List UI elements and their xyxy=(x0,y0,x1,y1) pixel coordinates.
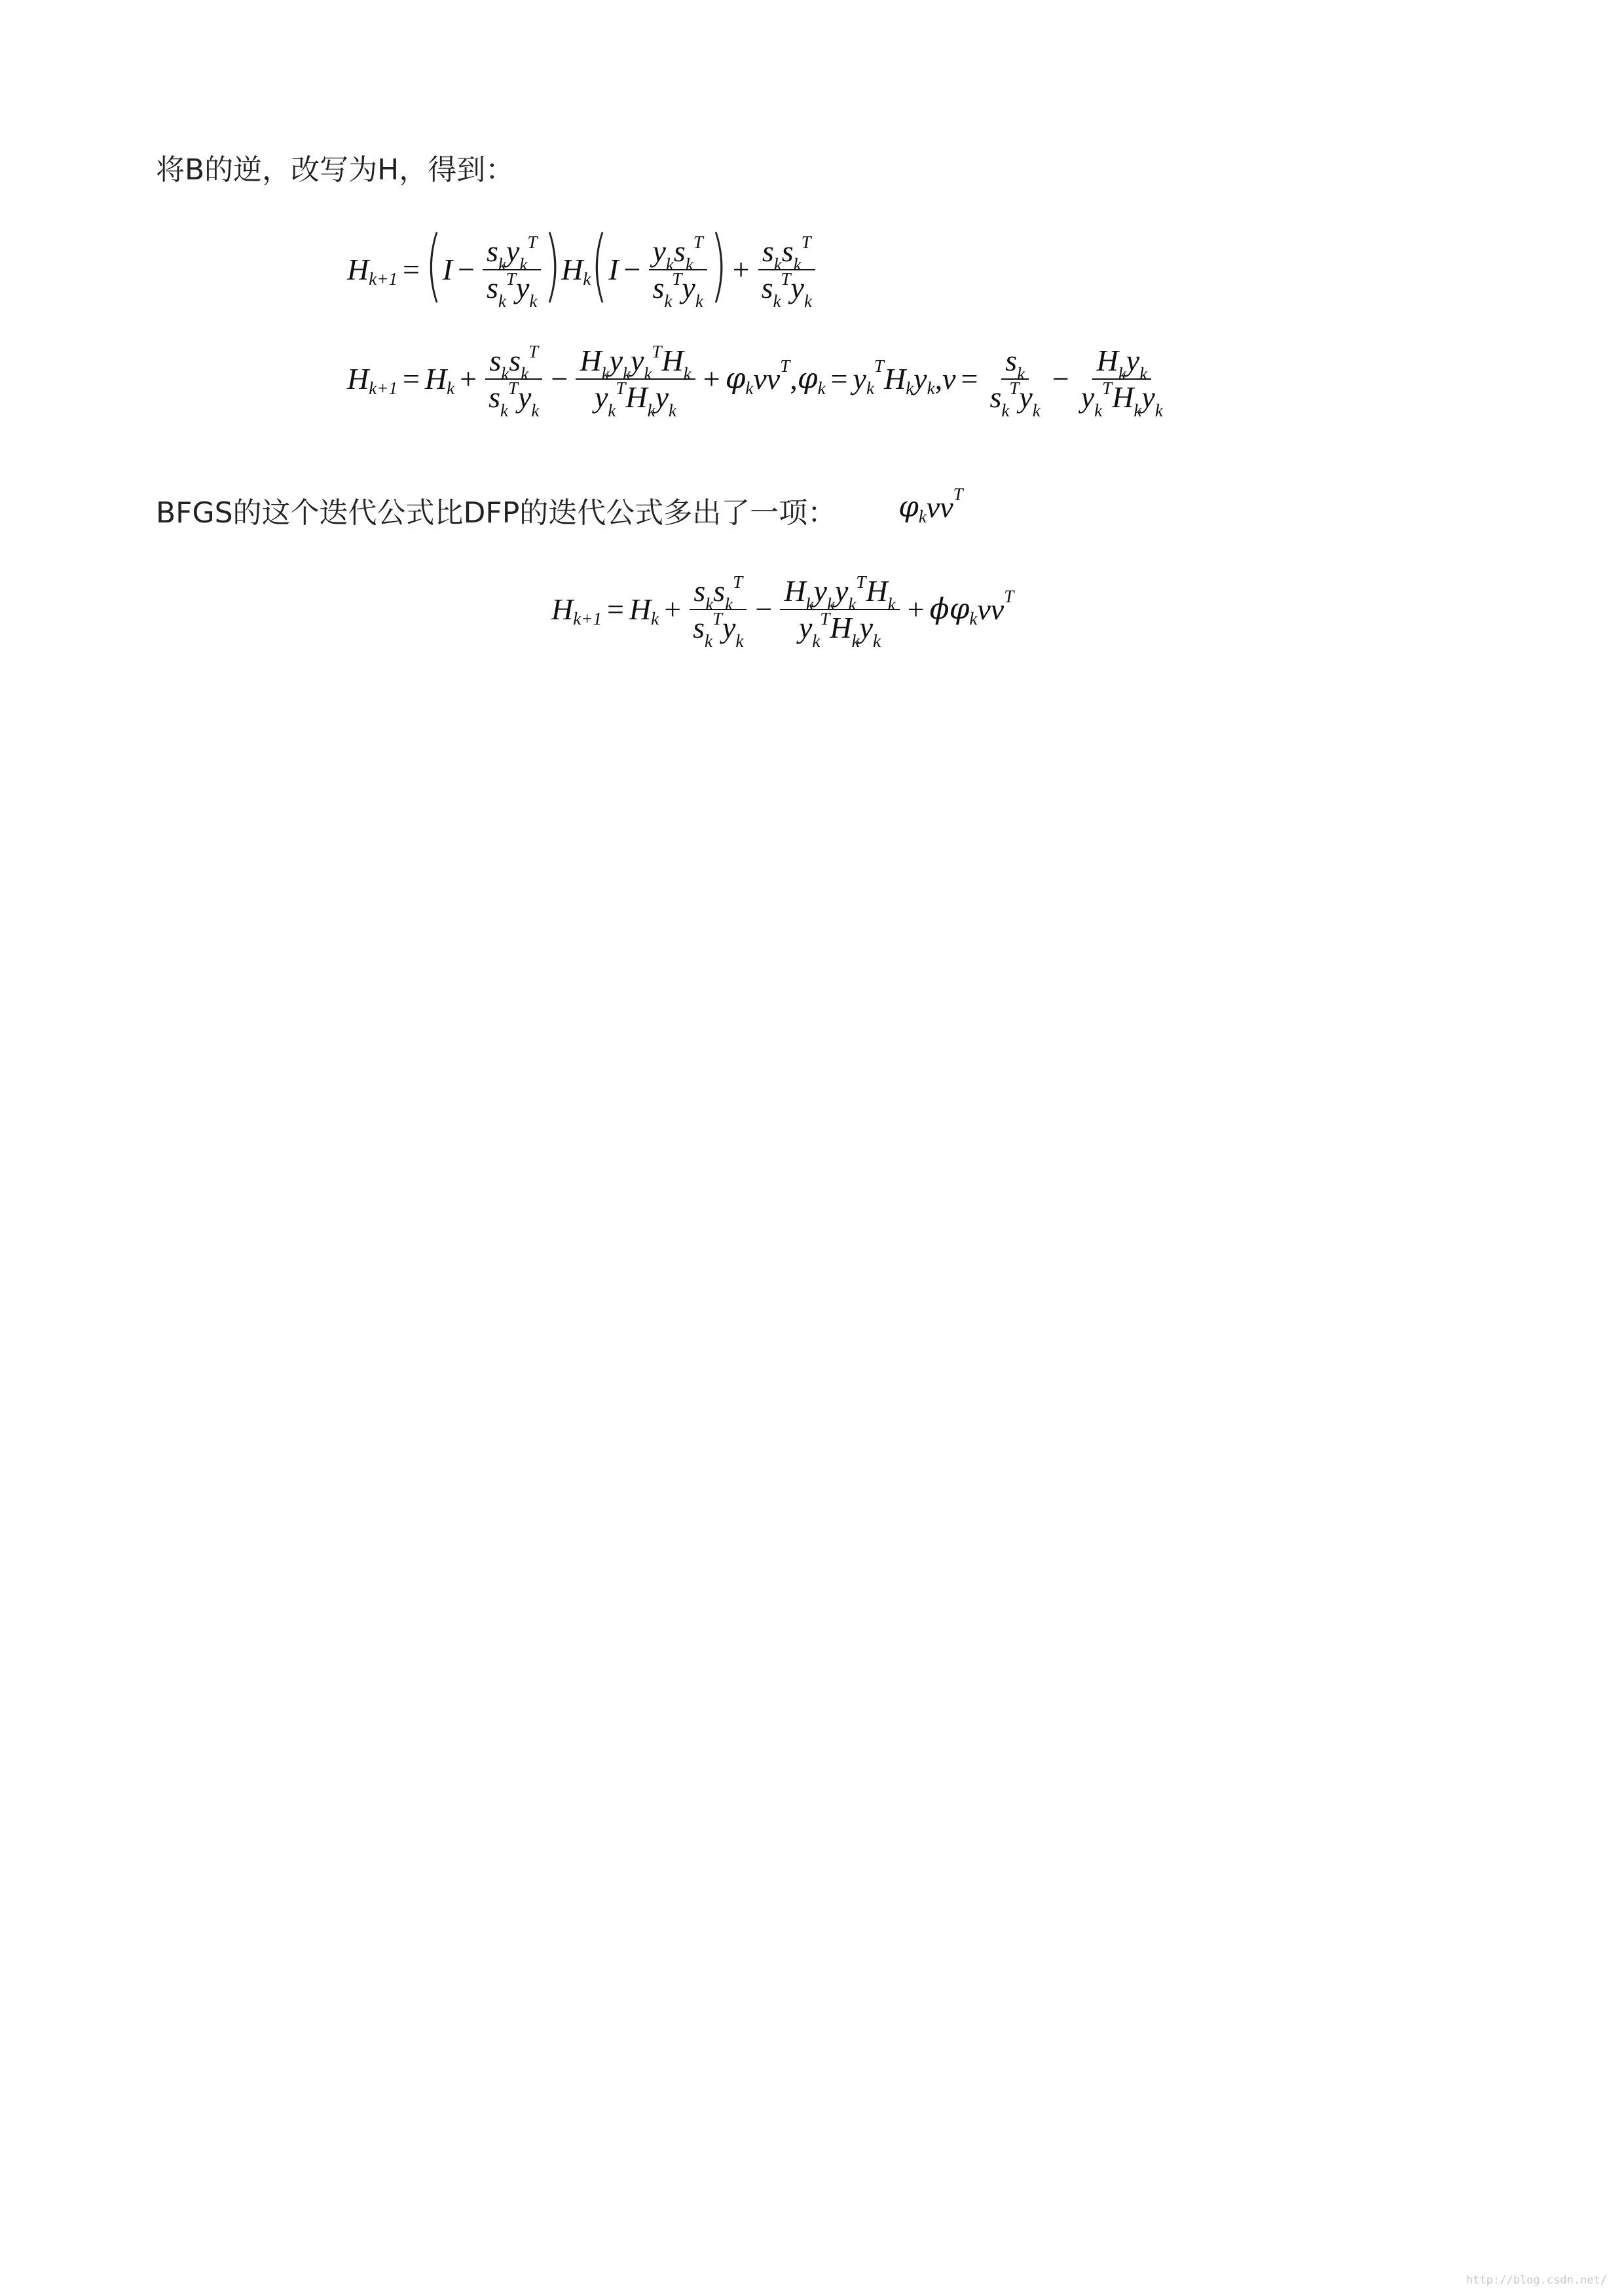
watermark: http://blog.csdn.net/ xyxy=(1466,2274,1607,2287)
inline-extra-term-formula: φ k vv T xyxy=(898,484,963,526)
comparison-text: BFGS的这个迭代公式比DFP的迭代公式多出了一项： xyxy=(156,496,837,530)
equation-bfgs-inverse-update: H k+1 = ( I − $\frac{\text{skykT}}{\text{skTyk}}$ ) H k ( I − $\frac{\text{ykskT}}{\text{skTyk}}$ ) + $\frac{\text{skskT}}{\text{skTyk}}$ xyxy=(347,230,819,309)
equation-bfgs-expanded: H k+1 = H k + $\frac{\text{skskT}}{\text{skTyk}}$ − $\frac{\text{HkykykTHk}}{\text{ykTHkyk}}$ + φ k vv T , φ k = y k T H k y k , v = $\frac{sk}{\text{skTyk}}$ − $\frac{\text{Hkyk}}{\text{ykTHkyk}}$ xyxy=(347,342,1163,420)
intro-text: 将B的逆，改写为H，得到： xyxy=(156,153,515,187)
equation-broyden-family: H k+1 = H k + $\frac{\text{skskT}}{\text{skTyk}}$ − $\frac{\text{HkykykTHk}}{\text{ykTHkyk}}$ + ϕ φ k vv T xyxy=(551,572,1014,651)
